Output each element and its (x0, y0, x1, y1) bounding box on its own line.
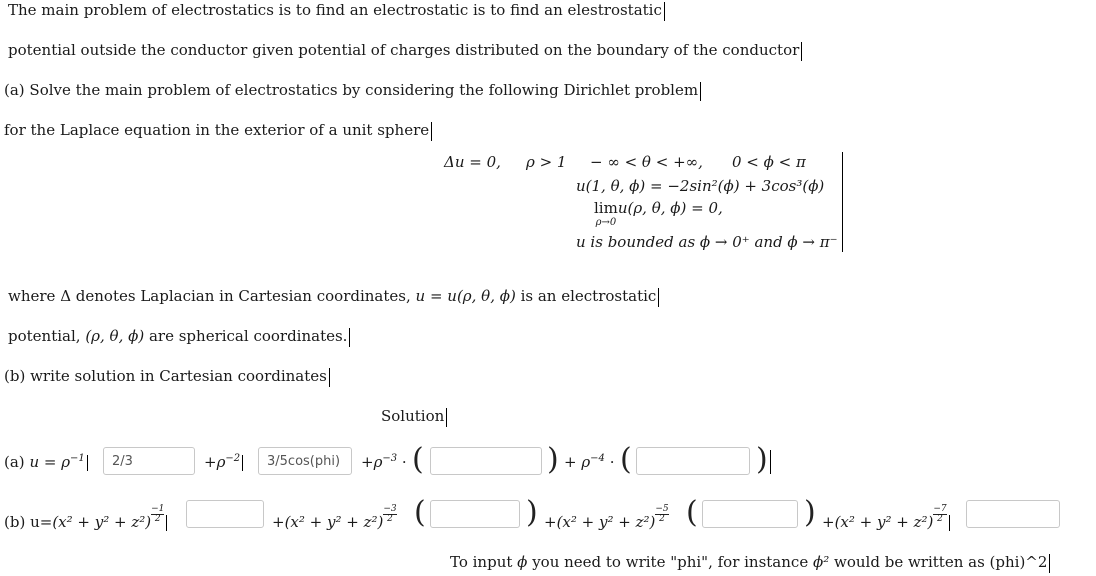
exponent-fraction (383, 505, 396, 524)
exponent: −1 (70, 453, 85, 464)
exponent-fraction (655, 505, 668, 524)
exponent-numerator: −3 (383, 504, 397, 514)
text-cursor (329, 368, 330, 387)
part-b-label (4, 505, 167, 532)
exponent-denominator: 2 (154, 514, 161, 524)
problem-text: The main problem of electrostatics is to find an electrostatic is to find an elestrostatic (8, 1, 662, 19)
exponent-denominator: 2 (659, 514, 665, 524)
radius-base: (x² + y² + z²) (284, 513, 384, 531)
part-a-term3 (361, 452, 407, 472)
text-cursor (431, 122, 432, 141)
part-a-term4 (564, 452, 614, 472)
problem-line-6 (8, 326, 350, 347)
left-parenthesis: ( (620, 442, 632, 477)
dirichlet-system (444, 152, 844, 252)
text-cursor (658, 288, 659, 307)
coefficient-input-a4[interactable] (636, 447, 750, 475)
limit-operator: lim (594, 199, 618, 217)
right-parenthesis: ) (526, 495, 538, 530)
exponent-denominator: 2 (387, 514, 393, 524)
limit-subscript: ρ→0 (595, 217, 617, 228)
exponent: −2 (225, 453, 241, 464)
part-b-term3 (544, 505, 669, 532)
boundedness-condition: u is bounded as ϕ → 0⁺ and ϕ → π⁻ (576, 233, 838, 251)
problem-text: potential outside the conductor given potential of charges distributed on the boundary of the conductor (8, 41, 800, 59)
phi-symbol: ϕ (517, 553, 528, 571)
exponent-numerator: 1 (158, 504, 165, 514)
solution-heading (381, 406, 447, 427)
coefficient-input-b2[interactable] (430, 500, 520, 528)
theta-range: − ∞ < θ < +∞, (590, 153, 703, 171)
text-cursor (446, 408, 447, 427)
rho-term: +ρ (361, 453, 383, 471)
multiplication-dot: · (401, 453, 407, 471)
coefficient-input-b1[interactable] (186, 500, 264, 528)
text-cursor (842, 152, 843, 252)
part-a-term2 (204, 452, 243, 472)
coefficient-input-a3[interactable] (430, 447, 542, 475)
coefficient-input-a2[interactable] (258, 447, 352, 475)
exponent-fraction (933, 505, 946, 524)
plus-sign: + (272, 513, 285, 531)
part-b-term4 (822, 505, 950, 532)
exponent-sign: − (151, 504, 159, 514)
solution-title: Solution (381, 407, 445, 425)
problem-text: (b) write solution in Cartesian coordinates (4, 367, 327, 385)
problem-text: where Δ denotes Laplacian in Cartesian coordinates, (8, 287, 411, 305)
function-notation: u = u(ρ, θ, ϕ) (415, 287, 516, 305)
hint-text: would be written as (phi)^2 (834, 553, 1048, 571)
exponent: −3 (382, 453, 398, 464)
problem-line-1 (8, 0, 665, 21)
domain-condition: ρ > 1 (526, 153, 567, 171)
coefficient-input-a1[interactable] (103, 447, 195, 475)
problem-line-4 (4, 120, 432, 141)
text-cursor (700, 82, 701, 101)
text-cursor (349, 328, 350, 347)
radius-base: (x² + y² + z²) (556, 513, 656, 531)
exponent: −4 (590, 453, 605, 464)
text-cursor (87, 455, 88, 471)
left-parenthesis: ( (414, 495, 426, 530)
limit-expression: u(ρ, θ, ϕ) = 0, (617, 199, 723, 217)
part-label: (a) (4, 453, 25, 471)
left-parenthesis: ( (686, 495, 698, 530)
text-cursor (801, 42, 802, 61)
text-cursor (1049, 554, 1050, 573)
text-cursor (949, 515, 950, 531)
coefficient-input-b3[interactable] (702, 500, 798, 528)
rho-term: +ρ (204, 453, 226, 471)
rho-term: u = ρ (29, 453, 71, 471)
limit-condition (594, 198, 723, 228)
problem-text: (a) Solve the main problem of electrostatics by considering the following Dirichlet problem (4, 81, 699, 99)
part-a-label (4, 452, 88, 472)
exponent-numerator: −5 (655, 504, 669, 514)
problem-text: is an electrostatic (520, 287, 657, 305)
multiplication-dot: · (609, 453, 615, 471)
problem-line-5 (8, 286, 659, 307)
text-cursor (770, 450, 771, 474)
right-parenthesis: ) (804, 495, 816, 530)
plus-sign: + (822, 513, 835, 531)
right-parenthesis: ) (756, 442, 768, 477)
input-hint (450, 552, 1050, 573)
text-cursor (166, 515, 167, 531)
hint-text: To input (450, 553, 513, 571)
part-b-term2 (272, 505, 397, 532)
hint-text: you need to write "phi", for instance (532, 553, 809, 571)
exponent-denominator: 2 (937, 514, 943, 524)
plus-sign: + (544, 513, 557, 531)
text-cursor (242, 455, 243, 471)
part-label: (b) u= (4, 513, 53, 531)
problem-text: are spherical coordinates. (148, 327, 348, 345)
boundary-condition: u(1, θ, ϕ) = −2sin²(ϕ) + 3cos³(ϕ) (576, 177, 825, 195)
left-parenthesis: ( (412, 442, 424, 477)
laplace-equation: Δu = 0, (444, 153, 501, 171)
coordinates-notation: (ρ, θ, ϕ) (85, 327, 145, 345)
problem-line-2 (8, 40, 802, 61)
problem-text: for the Laplace equation in the exterior of a unit sphere (4, 121, 430, 139)
problem-line-7 (4, 366, 330, 387)
exponent-fraction (151, 505, 164, 524)
coefficient-input-b4[interactable] (966, 500, 1060, 528)
right-parenthesis: ) (547, 442, 559, 477)
rho-term: + ρ (564, 453, 591, 471)
exponent-numerator: −7 (933, 504, 947, 514)
phi-range: 0 < ϕ < π (732, 153, 806, 171)
problem-line-3 (4, 80, 701, 101)
text-cursor (664, 2, 665, 21)
phi-squared: ϕ² (812, 553, 830, 571)
radius-base: (x² + y² + z²) (834, 513, 934, 531)
radius-base: (x² + y² + z²) (52, 513, 152, 531)
problem-text: potential, (8, 327, 81, 345)
